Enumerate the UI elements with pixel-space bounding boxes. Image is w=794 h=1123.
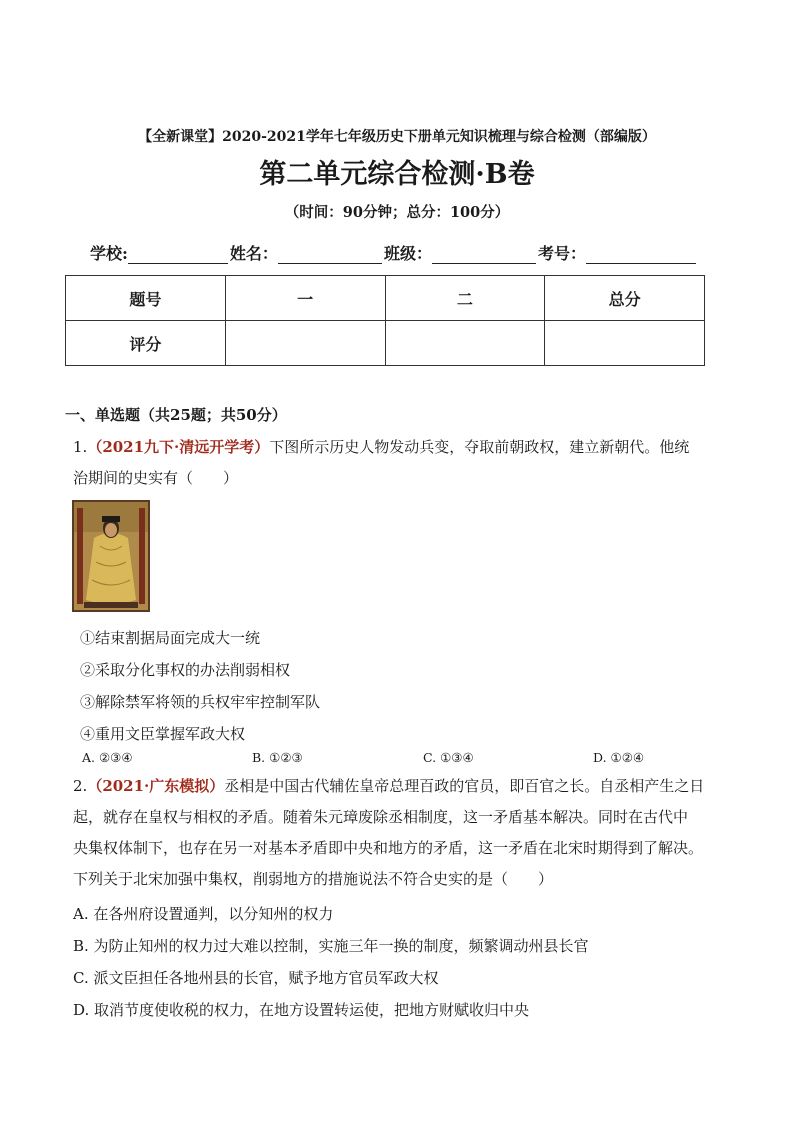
question-2-line-1 bbox=[73, 771, 723, 802]
score-table-header-row bbox=[66, 276, 705, 321]
exam-number-blank[interactable] bbox=[586, 245, 696, 264]
school-blank[interactable] bbox=[128, 245, 228, 264]
score-table bbox=[65, 275, 705, 366]
score-table-row bbox=[66, 321, 705, 366]
score-table-header-cell: 一 bbox=[225, 276, 385, 321]
question-2-line-2: 起，就存在皇权与相权的矛盾。随着朱元璋废除丞相制度，这一矛盾基本解决。同时在古代中 bbox=[73, 808, 689, 826]
question-number: 1. bbox=[73, 438, 88, 456]
question-1 bbox=[73, 432, 723, 494]
school-label: 学校: bbox=[90, 244, 128, 263]
question-2 bbox=[73, 771, 723, 895]
section-heading: 一、单选题（共25题；共50分） bbox=[65, 406, 287, 424]
question-text: 下图所示历史人物发动兵变，夺取前朝政权，建立新朝代。他统 bbox=[269, 438, 690, 456]
question-source: （2021·广东模拟） bbox=[87, 777, 225, 795]
choice-a[interactable]: A. ②③④ bbox=[82, 750, 133, 765]
question-1-line-2: 治期间的史实有（ ） bbox=[73, 469, 239, 487]
exam-series-title: 【全新课堂】2020-2021学年七年级历史下册单元知识梳理与综合检测（部编版） bbox=[138, 129, 656, 145]
score-cell-2[interactable] bbox=[385, 321, 545, 366]
answer-option-d[interactable]: D. 取消节度使收税的权力，在地方设置转运使，把地方财赋收归中央 bbox=[73, 1001, 530, 1019]
choice-d[interactable]: D. ①②④ bbox=[593, 750, 645, 765]
name-blank[interactable] bbox=[278, 245, 382, 264]
score-table-header-cell: 二 bbox=[385, 276, 545, 321]
exam-number-label: 考号： bbox=[537, 244, 586, 263]
answer-option-a[interactable]: A. 在各州府设置通判，以分知州的权力 bbox=[73, 905, 334, 923]
answer-option-c[interactable]: C. 派文臣担任各地州县的长官，赋予地方官员军政大权 bbox=[73, 969, 439, 987]
question-1-line-1 bbox=[73, 432, 723, 463]
score-cell-1[interactable] bbox=[225, 321, 385, 366]
question-number: 2. bbox=[73, 777, 88, 795]
question-2-line-4: 下列关于北宋加强中集权，削弱地方的措施说法不符合史实的是（ ） bbox=[73, 870, 554, 888]
class-blank[interactable] bbox=[432, 245, 536, 264]
option-item-3: ③解除禁军将领的兵权牢牢控制军队 bbox=[80, 693, 321, 711]
student-info-row bbox=[90, 241, 730, 264]
choice-c[interactable]: C. ①③④ bbox=[423, 750, 474, 765]
option-item-4: ④重用文臣掌握军政大权 bbox=[80, 725, 246, 743]
page-title: 第二单元综合检测·B卷 bbox=[259, 159, 535, 190]
option-item-2: ②采取分化事权的办法削弱相权 bbox=[80, 661, 291, 679]
question-2-line-3: 央集权体制下，也存在另一对基本矛盾即中央和地方的矛盾，这一矛盾在北宋时期得到了解决。 bbox=[73, 839, 704, 857]
emperor-portrait-image bbox=[72, 500, 150, 612]
score-row-label: 评分 bbox=[66, 321, 226, 366]
choice-b[interactable]: B. ①②③ bbox=[252, 750, 303, 765]
name-label: 姓名： bbox=[229, 244, 278, 263]
score-table-header-cell: 题号 bbox=[66, 276, 226, 321]
answer-option-b[interactable]: B. 为防止知州的权力过大难以控制，实施三年一换的制度，频繁调动州县长官 bbox=[73, 937, 589, 955]
question-source: （2021九下·清远开学考） bbox=[87, 438, 270, 456]
option-item-1: ①结束割据局面完成大一统 bbox=[80, 629, 261, 647]
time-and-score-info: （时间：90分钟；总分：100分） bbox=[284, 204, 510, 221]
question-text: 丞相是中国古代辅佐皇帝总理百政的官员，即百官之长。自丞相产生之日 bbox=[224, 777, 705, 795]
score-cell-total[interactable] bbox=[545, 321, 705, 366]
score-table-header-cell: 总分 bbox=[545, 276, 705, 321]
class-label: 班级： bbox=[383, 244, 432, 263]
